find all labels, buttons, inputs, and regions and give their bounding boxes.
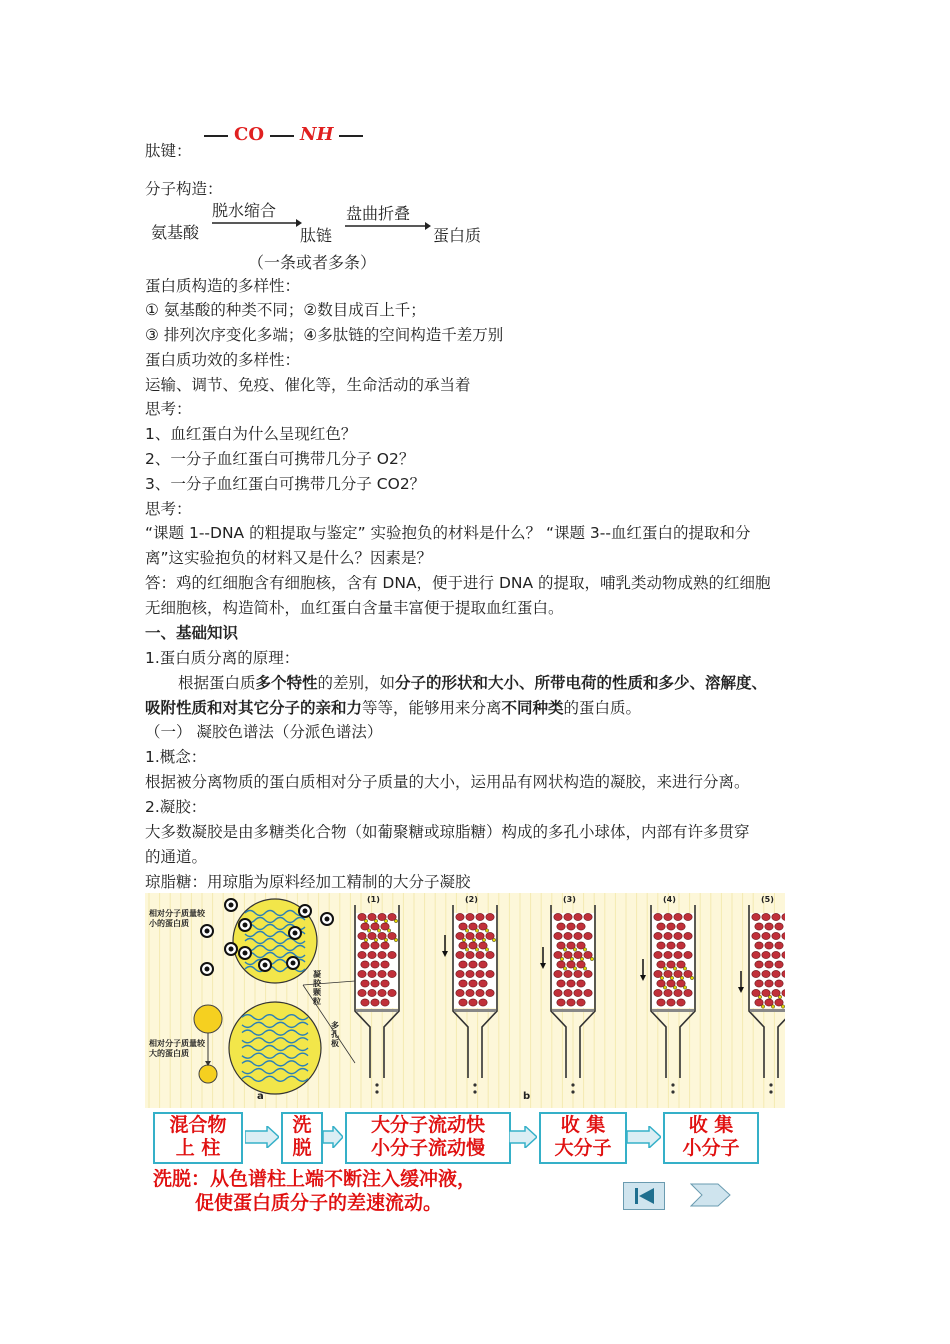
gel-bead <box>368 989 376 996</box>
gel-bead <box>772 932 780 939</box>
gel-bead <box>684 951 692 958</box>
chain-count-note: （一条或者多条） <box>248 253 377 272</box>
gel-bead <box>469 961 477 968</box>
gel-bead <box>667 923 675 930</box>
gel-bead <box>381 999 389 1006</box>
arrow-icon <box>345 220 431 232</box>
gel-bead <box>762 970 770 977</box>
protein-dot <box>374 938 377 941</box>
gel-bead <box>657 923 665 930</box>
protein-dot <box>670 976 673 979</box>
flow-step-text: 上 柱 <box>175 1137 221 1159</box>
gel-bead <box>765 961 773 968</box>
gel-bead <box>654 989 662 996</box>
gel-bead <box>664 951 672 958</box>
gel-title: 2.凝胶： <box>145 798 207 816</box>
protein-dot <box>781 1005 784 1008</box>
gel-bead <box>378 989 386 996</box>
porous-plate <box>552 1009 594 1012</box>
protein-dot <box>563 948 566 951</box>
gel-bead <box>479 999 487 1006</box>
flow-arrow-head <box>640 975 646 981</box>
gel-bead <box>371 961 379 968</box>
protein-dot <box>580 957 583 960</box>
protein-dot <box>364 938 367 941</box>
gel-bead <box>664 913 672 920</box>
question-2: 2、一分子血红蛋白可携带几分子 O2？ <box>145 450 415 468</box>
protein-dot <box>570 957 573 960</box>
flow-step-text: 收 集 <box>688 1114 734 1136</box>
gel-bead <box>677 923 685 930</box>
small-protein-core <box>229 947 234 952</box>
protein-dot <box>384 938 387 941</box>
gel-bead <box>466 989 474 996</box>
protein-label: 蛋白质 <box>433 226 482 245</box>
gel-bead <box>654 951 662 958</box>
dehydration-label: 脱水缩合 <box>212 201 277 220</box>
gel-bead <box>361 999 369 1006</box>
protein-dot <box>472 938 475 941</box>
flow-step-elute <box>281 1112 323 1164</box>
large-protein-label: 相对分子质量较大的蛋白质 <box>149 1039 205 1058</box>
flow-step-speed <box>345 1112 511 1164</box>
flow-step-text: 混合物 <box>169 1114 227 1136</box>
gel-bead <box>755 923 763 930</box>
concept-title: 1.概念： <box>145 748 207 766</box>
flow-arrow-icon <box>627 1126 661 1148</box>
gel-bead <box>564 913 572 920</box>
answer-b: 无细胞核，构造简朴，血红蛋白含量丰富便于提取血红蛋白。 <box>145 599 564 617</box>
flow-arrow-head <box>442 951 448 957</box>
flow-step-text: 小分子流动慢 <box>370 1137 485 1159</box>
gel-bead <box>567 923 575 930</box>
tube-label: (5) <box>761 895 774 904</box>
principle-title: 1.蛋白质分离的原理： <box>145 649 300 667</box>
structure-label: 分子构造： <box>145 180 223 198</box>
co-group: CO <box>234 124 265 145</box>
gel-bead <box>469 980 477 987</box>
protein-dot <box>573 948 576 951</box>
protein-dot <box>465 929 468 932</box>
gel-bead <box>752 913 760 920</box>
protein-dot <box>690 976 693 979</box>
gel-bead <box>677 942 685 949</box>
gel-bead <box>476 970 484 977</box>
gel-bead <box>772 970 780 977</box>
bond-dash <box>204 135 228 137</box>
gel-bead <box>674 951 682 958</box>
principle-emphasis: 吸附性质和对其它分子的亲和力 <box>145 699 363 717</box>
gel-bead <box>456 913 464 920</box>
gel-bead <box>684 989 692 996</box>
gel-bead <box>554 913 562 920</box>
gel-bead <box>554 989 562 996</box>
principle-emphasis: 不同种类 <box>501 699 564 717</box>
flow-arrow-icon <box>509 1126 537 1148</box>
gel-bead <box>677 999 685 1006</box>
small-protein-core <box>243 923 248 928</box>
eluate-drop <box>671 1090 674 1093</box>
gel-bead <box>456 970 464 977</box>
eluate-drop <box>375 1090 378 1093</box>
protein-dot <box>683 986 686 989</box>
gel-bead <box>486 951 494 958</box>
gel-bead <box>459 999 467 1006</box>
gel-bead <box>755 980 763 987</box>
skip-back-icon <box>624 1183 664 1209</box>
gel-text-b: 的通道。 <box>145 848 208 866</box>
small-protein-core <box>205 929 210 934</box>
gel-bead <box>557 999 565 1006</box>
protein-dot <box>492 938 495 941</box>
gel-bead <box>564 932 572 939</box>
protein-dot <box>768 995 771 998</box>
gel-bead <box>368 951 376 958</box>
gel-bead <box>388 989 396 996</box>
protein-dot <box>475 948 478 951</box>
protein-dot <box>394 919 397 922</box>
gel-bead <box>762 913 770 920</box>
large-protein <box>194 1005 222 1033</box>
process-flow <box>145 1108 785 1216</box>
gel-bead <box>564 989 572 996</box>
gel-bead <box>486 913 494 920</box>
gel-bead <box>664 989 672 996</box>
gel-bead <box>466 913 474 920</box>
eluate-drop <box>769 1090 772 1093</box>
principle-text: 根据蛋白质 <box>178 674 256 692</box>
small-protein-label: 相对分子质量较小的蛋白质 <box>149 909 205 928</box>
protein-dot <box>485 948 488 951</box>
gel-chromatography-figure <box>145 893 785 1108</box>
gel-bead <box>664 932 672 939</box>
gel-bead <box>381 961 389 968</box>
protein-dot <box>583 948 586 951</box>
bond-dash <box>339 135 363 137</box>
protein-dot <box>485 929 488 932</box>
large-protein <box>199 1065 217 1083</box>
gel-bead <box>584 913 592 920</box>
think-question-a: “课题 1--DNA 的粗提取与鉴定” 实验抱负的材料是什么？ “课题 3--血红蛋白的提取和分 <box>145 524 751 542</box>
elution-note-1: 洗脱：从色谱柱上端不断注入缓冲液， <box>153 1168 477 1190</box>
small-protein-core <box>291 961 296 966</box>
flow-step-load <box>153 1112 243 1164</box>
porous-plate <box>454 1009 496 1012</box>
gel-bead <box>479 961 487 968</box>
panel-a-label: a <box>257 1091 264 1102</box>
protein-dot <box>475 929 478 932</box>
small-protein-core <box>325 917 330 922</box>
gel-bead <box>567 980 575 987</box>
flow-step-text: 大分子流动快 <box>370 1114 485 1136</box>
small-protein-core <box>303 909 308 914</box>
gel-bead <box>476 913 484 920</box>
gel-bead <box>476 951 484 958</box>
gel-bead <box>584 970 592 977</box>
agarose-line: 琼脂糖：用琼脂为原料经加工精制的大分子凝胶 <box>145 873 471 891</box>
gel-bead <box>371 999 379 1006</box>
small-protein-core <box>263 963 268 968</box>
small-protein-core <box>243 951 248 956</box>
gel-bead <box>479 980 487 987</box>
gel-bead <box>378 970 386 977</box>
think-title-2: 思考： <box>145 500 192 518</box>
protein-dot <box>465 948 468 951</box>
gel-bead <box>775 942 783 949</box>
gel-bead <box>358 951 366 958</box>
small-protein-core <box>229 903 234 908</box>
gel-bead <box>657 999 665 1006</box>
porous-plate <box>356 1009 398 1012</box>
gel-bead <box>469 999 477 1006</box>
gel-bead <box>564 970 572 977</box>
gel-bead <box>684 913 692 920</box>
gel-bead <box>381 980 389 987</box>
gel-bead <box>577 980 585 987</box>
gel-bead <box>466 970 474 977</box>
gel-bead <box>456 989 464 996</box>
porous-plate-label: 多孔板 <box>331 1021 339 1048</box>
gel-bead <box>554 932 562 939</box>
function-title: 蛋白质功效的多样性： <box>145 351 301 369</box>
porous-plate <box>652 1009 694 1012</box>
flow-step-text: 收 集 <box>560 1114 606 1136</box>
gel-bead <box>667 999 675 1006</box>
principle-text: 的蛋白质。 <box>563 699 642 717</box>
gel-bead <box>577 923 585 930</box>
arrow-icon <box>212 217 302 229</box>
flow-step-collect-small <box>663 1112 759 1164</box>
protein-dot <box>364 919 367 922</box>
protein-dot <box>374 919 377 922</box>
gel-bead <box>772 951 780 958</box>
amino-acid-label: 氨基酸 <box>151 223 200 242</box>
tube-label: (3) <box>563 895 576 904</box>
gel-bead <box>762 932 770 939</box>
gel-bead <box>657 942 665 949</box>
function-line: 运输、调节、免疫、催化等，生命活动的承当着 <box>145 376 471 394</box>
gel-bead <box>361 942 369 949</box>
gel-bead <box>772 913 780 920</box>
nh-group: NH <box>300 124 334 145</box>
gel-bead <box>486 970 494 977</box>
protein-dot <box>778 995 781 998</box>
gel-bead <box>752 951 760 958</box>
gel-bead <box>762 951 770 958</box>
peptide-bond-formula <box>198 124 369 145</box>
porous-plate <box>750 1009 785 1012</box>
gel-bead <box>674 913 682 920</box>
concept-text: 根据被分离物质的蛋白质相对分子质量的大小，运用品有网状构造的凝胶，来进行分离。 <box>145 773 750 791</box>
gel-bead <box>765 942 773 949</box>
gel-bead <box>456 951 464 958</box>
chevron-right-icon <box>690 1182 732 1208</box>
protein-dot <box>377 929 380 932</box>
gel-method-title: （一） 凝胶色谱法（分派色谱法） <box>145 723 383 741</box>
peptide-bond-label: 肽键： <box>145 142 192 160</box>
bond-dash <box>270 135 294 137</box>
next-slide-button[interactable] <box>690 1182 732 1208</box>
peptide-chain-label: 肽链 <box>300 226 333 245</box>
principle-emphasis: 多个特性 <box>255 674 318 692</box>
protein-dot <box>673 967 676 970</box>
flow-step-text: 小分子 <box>682 1137 740 1159</box>
protein-dot <box>663 986 666 989</box>
gel-bead <box>388 951 396 958</box>
gel-bead <box>574 913 582 920</box>
elution-note-2: 促使蛋白质分子的差速流动。 <box>195 1192 443 1214</box>
diversity-line-1: ① 氨基酸的种类不同；②数目成百上千； <box>145 301 426 319</box>
previous-slide-button[interactable] <box>623 1182 665 1210</box>
gel-particle-label: 凝胶颗粒 <box>313 970 321 1006</box>
protein-dot <box>560 957 563 960</box>
gel-bead <box>554 970 562 977</box>
eluate-drop <box>473 1090 476 1093</box>
protein-dot <box>573 967 576 970</box>
flow-step-text: 脱 <box>292 1137 312 1159</box>
protein-dot <box>590 957 593 960</box>
gel-bead <box>361 980 369 987</box>
gel-bead <box>574 989 582 996</box>
gel-bead <box>584 989 592 996</box>
peptide-bond-line <box>145 140 192 162</box>
gel-bead <box>574 932 582 939</box>
gel-text-a: 大多数凝胶是由多糖类化合物（如葡聚糖或琼脂糖）构成的多孔小球体，内部有许多贯穿 <box>145 823 750 841</box>
diversity-title: 蛋白质构造的多样性： <box>145 277 301 295</box>
flow-arrow-icon <box>323 1126 343 1148</box>
flow-arrow-icon <box>245 1126 279 1148</box>
protein-dot <box>482 938 485 941</box>
gel-bead <box>654 932 662 939</box>
gel-bead <box>476 989 484 996</box>
section-heading: 一、基础知识 <box>145 624 239 642</box>
folding-label: 盘曲折叠 <box>346 204 411 223</box>
protein-dot <box>660 976 663 979</box>
principle-text: 等等，能够用来分离 <box>362 699 502 717</box>
gel-bead <box>755 942 763 949</box>
gel-bead <box>674 932 682 939</box>
question-1: 1、血红蛋白为什么呈现红色？ <box>145 425 357 443</box>
gel-bead <box>368 970 376 977</box>
gel-bead <box>574 970 582 977</box>
protein-dot <box>394 938 397 941</box>
eluate-drop <box>571 1083 574 1086</box>
gel-bead <box>371 980 379 987</box>
gel-bead <box>765 980 773 987</box>
principle-text: 的差别，如 <box>317 674 396 692</box>
gel-bead <box>577 999 585 1006</box>
eluate-drop <box>671 1083 674 1086</box>
gel-bead <box>584 932 592 939</box>
gel-bead <box>459 980 467 987</box>
gel-bead <box>775 923 783 930</box>
eluate-drop <box>769 1083 772 1086</box>
eluate-drop <box>571 1090 574 1093</box>
gel-bead <box>557 923 565 930</box>
protein-dot <box>384 919 387 922</box>
gel-bead <box>371 942 379 949</box>
gel-bead <box>684 932 692 939</box>
gel-bead <box>358 989 366 996</box>
gel-figure-svg <box>145 893 785 1108</box>
protein-dot <box>673 986 676 989</box>
protein-dot <box>680 976 683 979</box>
protein-dot <box>761 1005 764 1008</box>
gel-bead <box>752 970 760 977</box>
protein-dot <box>563 967 566 970</box>
panel-b-label: b <box>523 1091 531 1102</box>
gel-bead <box>358 970 366 977</box>
tube-label: (4) <box>663 895 676 904</box>
protein-dot <box>367 929 370 932</box>
gel-bead <box>486 989 494 996</box>
protein-dot <box>462 938 465 941</box>
flow-step-collect-large <box>539 1112 627 1164</box>
think-title-1: 思考： <box>145 400 192 418</box>
principle-line-1 <box>178 672 767 694</box>
protein-dot <box>758 995 761 998</box>
gel-bead <box>752 932 760 939</box>
gel-bead <box>388 970 396 977</box>
gel-bead <box>775 961 783 968</box>
principle-emphasis: 分子的形状和大小、所带电荷的性质和多少、溶解度、 <box>395 674 768 692</box>
small-protein-core <box>205 967 210 972</box>
gel-bead <box>775 980 783 987</box>
protein-dot <box>387 929 390 932</box>
gel-bead <box>765 923 773 930</box>
diversity-line-2: ③ 排列次序变化多端；④多肽链的空间构造千差万别 <box>145 326 504 344</box>
eluate-drop <box>375 1083 378 1086</box>
question-3: 3、一分子血红蛋白可携带几分子 CO2？ <box>145 475 426 493</box>
gel-bead <box>361 961 369 968</box>
protein-dot <box>583 967 586 970</box>
small-protein-core <box>293 931 298 936</box>
think-question-b: 离”这实验抱负的材料又是什么？因素是？ <box>145 549 433 567</box>
protein-dot <box>683 967 686 970</box>
principle-line-2 <box>145 697 641 719</box>
tube-label: (1) <box>367 895 380 904</box>
flow-step-text: 洗 <box>292 1114 312 1136</box>
eluate-drop <box>473 1083 476 1086</box>
gel-bead <box>654 913 662 920</box>
gel-bead <box>459 961 467 968</box>
tube-label: (2) <box>465 895 478 904</box>
gel-bead <box>557 980 565 987</box>
gel-bead <box>466 951 474 958</box>
gel-bead <box>567 999 575 1006</box>
protein-dot <box>663 967 666 970</box>
gel-bead <box>667 942 675 949</box>
protein-dot <box>771 1005 774 1008</box>
flow-step-text: 大分子 <box>554 1137 612 1159</box>
gel-bead <box>381 942 389 949</box>
answer-a: 答：鸡的红细胞含有细胞核，含有 DNA，便于进行 DNA 的提取，哺乳类动物成熟的红细胞 <box>145 574 771 592</box>
gel-bead <box>378 951 386 958</box>
gel-bead <box>755 961 763 968</box>
gel-bead <box>674 989 682 996</box>
